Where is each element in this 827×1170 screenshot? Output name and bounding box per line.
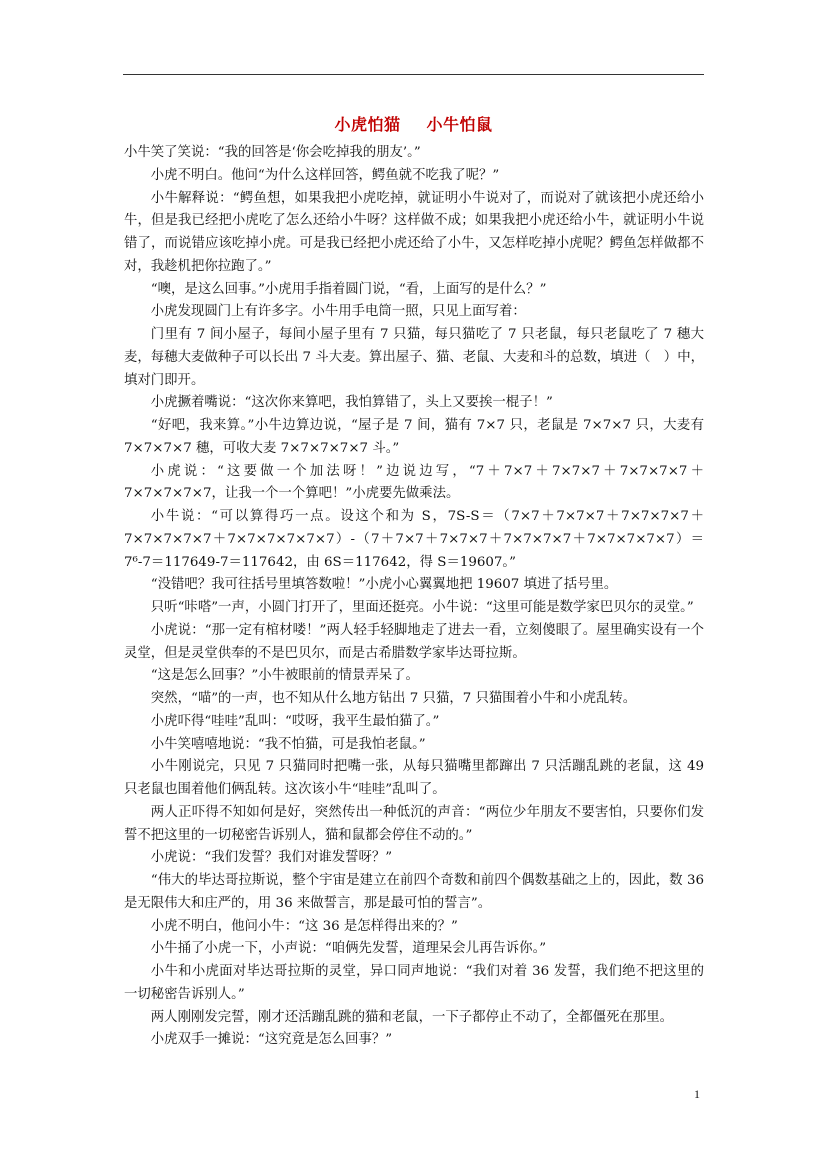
paragraph: “好吧，我来算。”小牛边算边说，“屋子是 7 间，猫有 7×7 只，老鼠是 7×7×7 只，大麦有 7×7×7×7 穗，可收大麦 7×7×7×7×7 斗。” (124, 418, 704, 456)
paragraph: 小牛笑了笑说：“我的回答是‘你会吃掉我的朋友’。” (124, 145, 421, 160)
paragraph: 小虎发现圆门上有许多字。小牛用手电筒一照，只见上面写着： (150, 304, 526, 320)
paragraph: “这是怎么回事？”小牛被眼前的情景弄呆了。 (150, 668, 419, 684)
paragraph: 小牛和小虎面对毕达哥拉斯的灵堂，异口同声地说：“我们对着 36 发誓，我们绝不把这里的一切秘密告诉别人。” (124, 964, 704, 1002)
paragraph: 只听“咔嗒”一声，小圆门打开了，里面还挺亮。小牛说：“这里可能是数学家巴贝尔的灵堂。” (150, 600, 694, 615)
paragraph: 小虎说：“这要做一个加法呀！”边说边写，“7＋7×7＋7×7×7＋7×7×7×7＋7×7×7×7×7，让我一个一个算吧！”小虎要先做乘法。 (124, 463, 704, 502)
title-left: 小虎怕猫 (334, 115, 401, 134)
paragraph: 小牛解释说：“鳄鱼想，如果我把小虎吃掉，就证明小牛说对了，而说对了就该把小虎还给小牛，但是我已经把小虎吃了怎么还给小牛呀？这样做不成；如果我把小虎还给小牛，就证明小牛说错了，而说错应该吃掉小虎。可是我已经把小虎还给了小牛，又怎样吃掉小虎呢？鳄鱼怎样做都不对，我趁机把你拉跑了。” (124, 190, 704, 274)
paragraph: 门里有 7 间小屋子，每间小屋子里有 7 只猫，每只猫吃了 7 只老鼠，每只老鼠吃了 7 穗大麦，每穗大麦做种子可以长出 7 斗大麦。算出屋子、猫、老鼠、大麦和斗的总数，填进（ ）中，填对门即开。 (124, 327, 704, 388)
paragraph: 两人刚刚发完誓，刚才还活蹦乱跳的猫和老鼠，一下子都停止不动了，全都僵死在那里。 (150, 1009, 674, 1025)
paragraph: 小牛刚说完，只见 7 只猫同时把嘴一张，从每只猫嘴里都蹿出 7 只活蹦乱跳的老鼠，这 49 只老鼠也围着他们俩乱转。这次该小牛“哇哇”乱叫了。 (124, 759, 704, 797)
paragraph: 小虎不明白。他问“为什么这样回答，鳄鱼就不吃我了呢？” (150, 167, 500, 183)
paragraph: 小虎撅着嘴说：“这次你来算吧，我怕算错了，头上又要挨一棍子！” (150, 395, 553, 411)
paragraph: 两人正吓得不知如何是好，突然传出一种低沉的声音：“两位少年朋友不要害怕，只要你们发誓不把这里的一切秘密告诉别人，猫和鼠都会停住不动的。” (124, 804, 704, 843)
paragraph: 小虎说：“我们发誓？我们对谁发誓呀？” (150, 850, 393, 866)
paragraph: “噢，是这么回事。”小虎用手指着圆门说，“看，上面写的是什么？” (150, 281, 547, 297)
paragraph: 小虎双手一摊说：“这究竟是怎么回事？” (150, 1032, 393, 1048)
paragraph: 小虎说：“那一定有棺材喽！”两人轻手轻脚地走了进去一看，立刻傻眼了。屋里确实设有一个灵堂，但是灵堂供奉的不是巴贝尔，而是古希腊数学家毕达哥拉斯。 (124, 622, 704, 661)
page-number: 1 (694, 1087, 700, 1101)
paragraph: “伟大的毕达哥拉斯说，整个宇宙是建立在前四个奇数和前四个偶数基础之上的，因此，数 36 是无限伟大和庄严的，用 36 来做誓言，那是最可怕的誓言”。 (124, 873, 704, 911)
paragraph: 小牛说：“可以算得巧一点。设这个和为 S，7S-S＝（7×7＋7×7×7＋7×7×7×7＋7×7×7×7×7＋7×7×7×7×7×7）-（7＋7×7＋7×7×7＋7×7×7×7＋7×7×7×7×7）＝ 7⁶-7＝117649-7＝117642，由 6S＝117642，得 S＝19607。” (124, 509, 704, 570)
title-right: 小牛怕鼠 (426, 115, 493, 134)
paragraph: “没错吧？我可往括号里填答数啦！”小虎小心翼翼地把 19607 填进了括号里。 (150, 577, 618, 593)
story-body (124, 142, 704, 1052)
paragraph: 小牛笑嘻嘻地说：“我不怕猫，可是我怕老鼠。” (150, 736, 426, 752)
paragraph: 小虎吓得“哇哇”乱叫：“哎呀，我平生最怕猫了。” (150, 713, 440, 729)
header-rule (123, 74, 704, 75)
paragraph: 小牛捅了小虎一下，小声说：“咱俩先发誓，道理呆会儿再告诉你。” (150, 941, 547, 957)
paragraph: 突然，“喵”的一声，也不知从什么地方钻出 7 只猫，7 只猫围着小牛和小虎乱转。 (150, 691, 637, 706)
page-title (0, 112, 827, 135)
paragraph: 小虎不明白，他问小牛：“这 36 是怎样得出来的？” (150, 918, 458, 934)
